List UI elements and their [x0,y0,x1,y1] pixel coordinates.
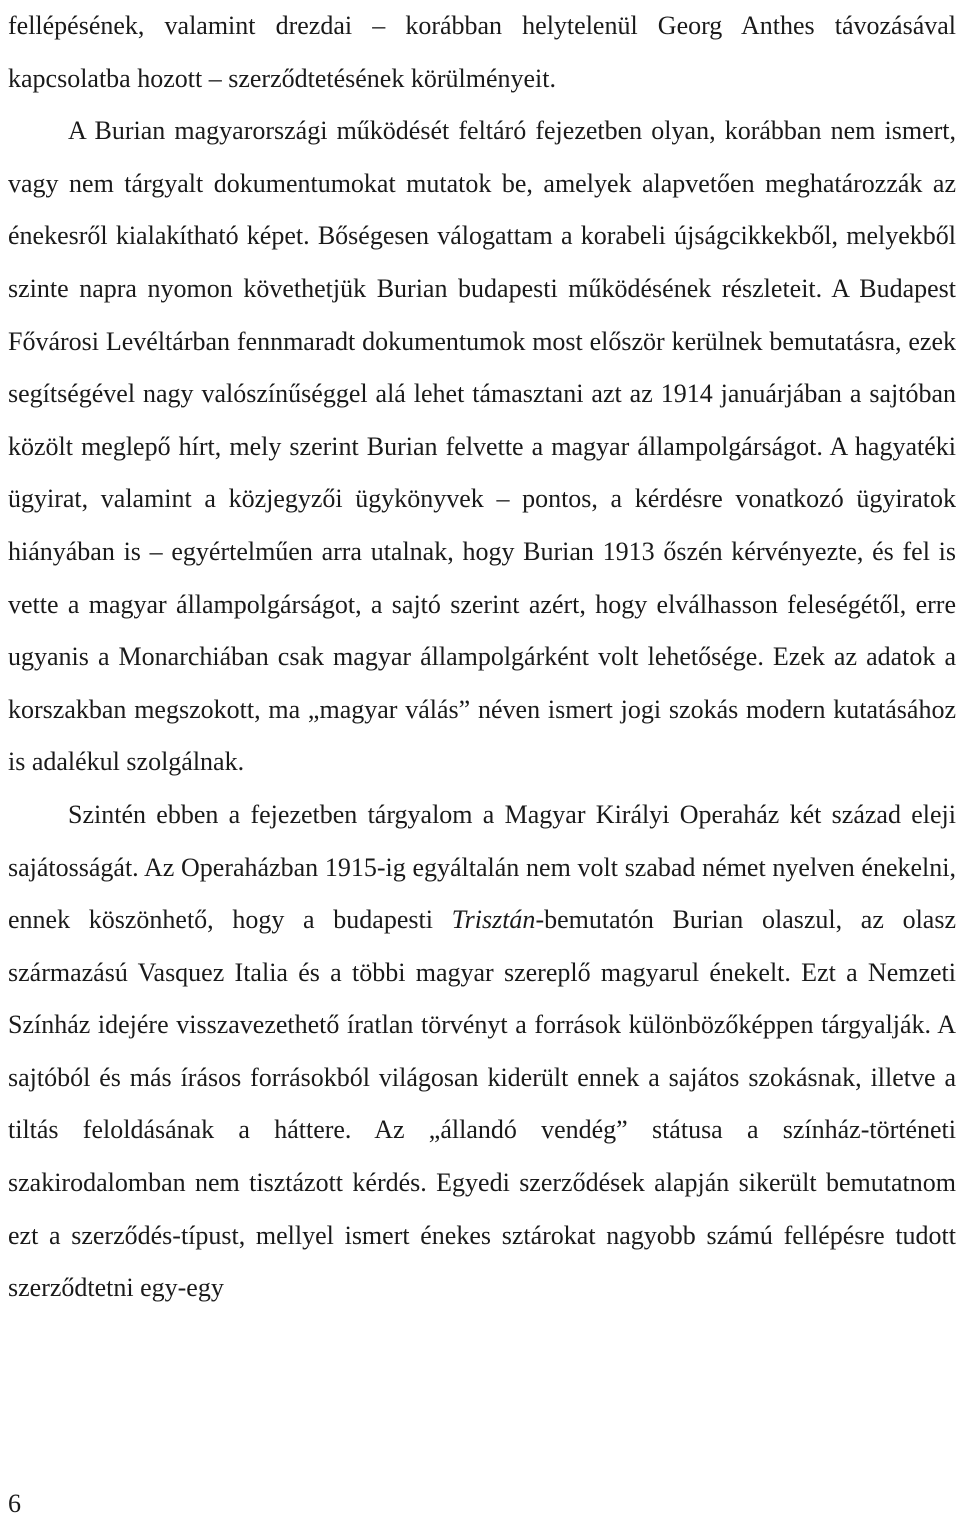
paragraph-text: -bemutatón Burian olaszul, az olasz származású Vasquez Italia és a többi magyar szereplő magyarul énekelt. Ezt a Nemzeti Színház idejére visszavezethető íratlan törvényt a források különbözőképpen tárgyalják. A sajtóból és más írásos forrásokból világosan kiderült ennek a sajátos szokásnak, illetve a tiltás feloldásának a háttere. Az „állandó vendég” státusa a színház-történeti szakirodalomban nem tisztázott kérdés. Egyedi szerződések alapján sikerült bemutatnom ezt a szerződés-típust, mellyel ismert énekes sztárokat nagyobb számú fellépésre tudott szerződtetni egy-egy [8,905,956,1303]
document-page [8,0,956,1315]
paragraph-burian-hungary [8,105,956,789]
page-number: 6 [8,1489,21,1518]
paragraph-continuation [8,0,956,105]
italic-title-tristan: Trisztán [451,905,536,935]
paragraph-text: A Burian magyarországi működését feltáró fejezetben olyan, korábban nem ismert, vagy nem tárgyalt dokumentumokat mutatok be, amelyek alapvetően meghatározzák az énekesről kialakítható képet. Bőségesen válogattam a korabeli újságcikkekből, melyekből szinte napra nyomon követhetjük Burian budapesti működésének részleteit. A Budapest Fővárosi Levéltárban fennmaradt dokumentumok most először kerülnek bemutatásra, ezek segítségével nagy valószínűséggel alá lehet támasztani azt az 1914 januárjában a sajtóban közölt meglepő hírt, mely szerint Burian felvette a magyar állampolgárságot. A hagyatéki ügyirat, valamint a közjegyzői ügykönyvek – pontos, a kérdésre vonatkozó ügyiratok hiányában is – egyértelműen arra utalnak, hogy Burian 1913 őszén kérvényezte, és fel is vette a magyar állampolgárságot, a sajtó szerint azért, hogy elválhasson feleségétől, erre ugyanis a Monarchiában csak magyar állampolgárként volt lehetősége. Ezek az adatok a korszakban megszokott, ma „magyar válás” néven ismert jogi szokás modern kutatásához is adalékul szolgálnak. [8,116,956,777]
paragraph-text: Szintén ebben a fejezetben tárgyalom a Magyar Királyi Operaház két század eleji sajátosságát. Az Operaházban 1915-ig egyáltalán nem volt szabad német nyelven énekelni, ennek köszönhető, hogy a budapesti [8,799,956,935]
paragraph-text: fellépésének, valamint drezdai – korábban helytelenül Georg Anthes távozásával kapcsolatba hozott – szerződtetésének körülményeit. [8,11,956,93]
paragraph-opera-house [8,789,956,1315]
